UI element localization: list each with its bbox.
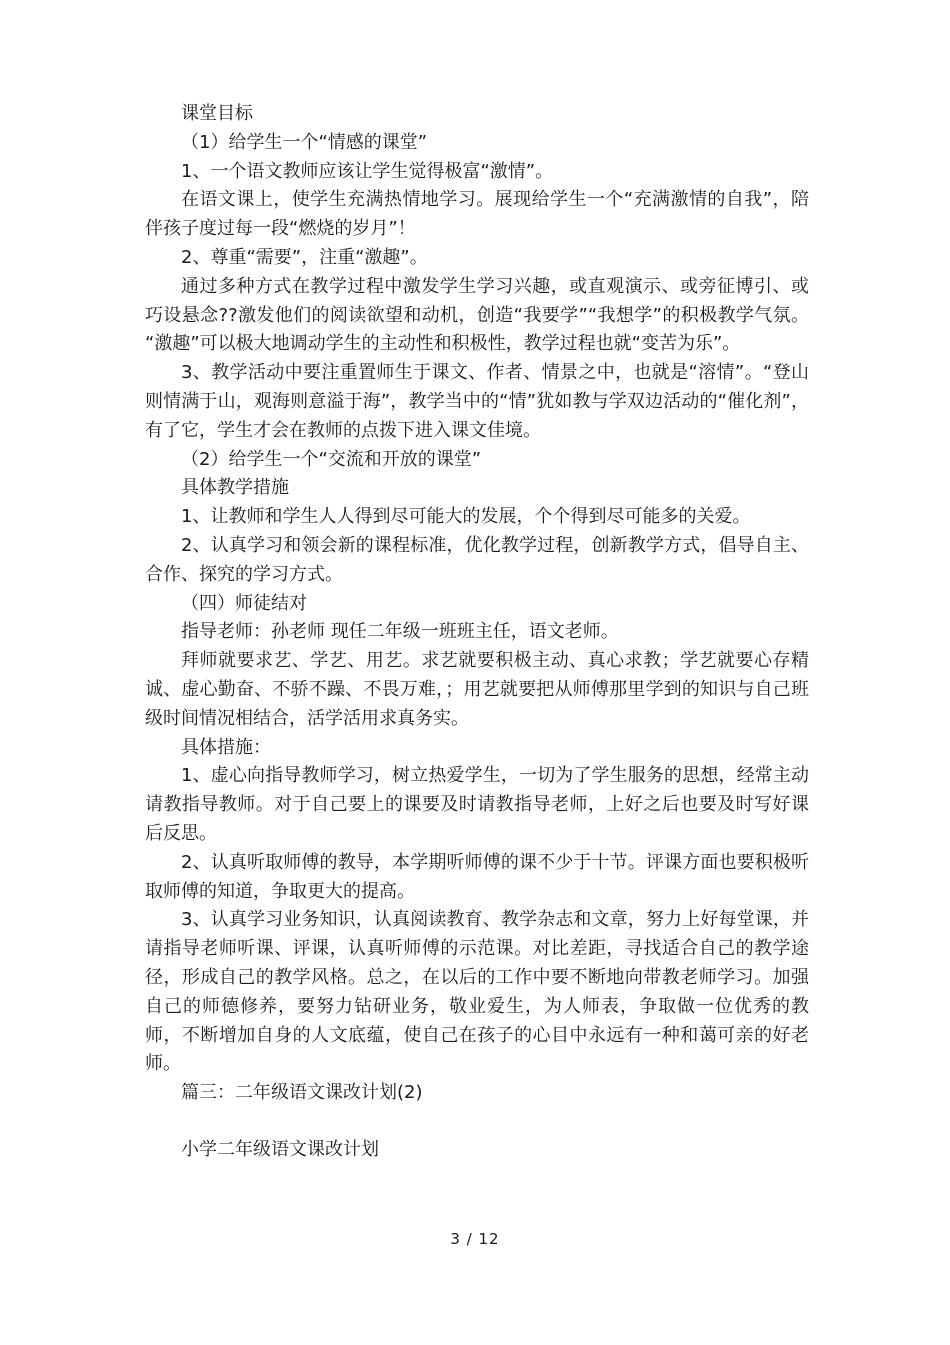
section-heading-class-goals: 课堂目标 xyxy=(181,103,253,124)
paragraph-mentor-teacher: 指导老师：孙老师 现任二年级一班班主任，语文老师。 xyxy=(181,621,619,643)
page-number: 3 / 12 xyxy=(450,1230,500,1248)
heading-teaching-measures: 具体教学措施 xyxy=(181,477,289,499)
document-title-curriculum-plan: 小学二年级语文课改计划 xyxy=(181,1138,379,1160)
specific-measure-2: 2、认真听取师傅的教导，本学期听师傅的课不少于十节。评课方面也要积极听取师傅的知道，争取更大的提高。 xyxy=(145,851,809,902)
measure-item-1: 1、让教师和学生人人得到尽可能大的发展，个个得到尽可能多的关爱。 xyxy=(181,506,751,528)
measure-item-2: 2、认真学习和领会新的课程标准，优化教学过程，创新教学方式，倡导自主、合作、探究的学习方式。 xyxy=(145,534,809,585)
specific-measure-3: 3、认真学习业务知识，认真阅读教育、教学杂志和文章，努力上好每堂课，并请指导老师听课、评课，认真听师傅的示范课。对比差距，寻找适合自己的教学途径，形成自己的教学风格。总之，在以后的工作中要不断地向带教老师学习。加强自己的师德修养，要努力钻研业务，敬业爱生，为人师表，争取做一位优秀的教师，不断增加自身的人文底蕴，使自己在孩子的心目中永远有一种和蔼可亲的好老师。 xyxy=(145,909,809,1075)
paragraph-interest-detail: 通过多种方式在教学过程中激发学生学习兴趣，或直观演示、或旁征博引、或巧设悬念??激发他们的阅读欲望和动机，创造“我要学”“我想学”的积极教学气氛。 “激趣”可以极大地调动学生的主动性和积极性，教学过程也就“变苦为乐”。 xyxy=(145,275,809,355)
subheading-mentorship: （四）师徒结对 xyxy=(181,592,307,614)
paragraph-mentorship-principles: 拜师就要求艺、学艺、用艺。求艺就要积极主动、真心求教；学艺就要心存精诚、虚心勤奋、不骄不躁、不畏万难，；用艺就要把从师傅那里学到的知识与自己班级时间情况相结合，活学活用求真务实。 xyxy=(145,650,809,729)
subheading-open-classroom: （2）给学生一个“交流和开放的课堂” xyxy=(181,448,482,470)
specific-measure-1: 1、虚心向指导教师学习，树立热爱学生，一切为了学生服务的思想，经常主动请教指导教师。对于自己要上的课要及时请教指导老师，上好之后也要及时写好课后反思。 xyxy=(145,765,809,844)
heading-specific-measures: 具体措施： xyxy=(181,736,271,758)
item-passion: 1、一个语文教师应该让学生觉得极富“激情”。 xyxy=(181,160,554,182)
chapter-heading-part-three: 篇三：二年级语文课改计划(2) xyxy=(181,1082,423,1104)
paragraph-passion-detail: 在语文课上，使学生充满热情地学习。展现给学生一个“充满激情的自我”，陪伴孩子度过每一段“燃烧的岁月”！ xyxy=(145,189,809,240)
item-emotion-immersion: 3、教学活动中要注重置师生于课文、作者、情景之中，也就是“溶情”。“登山则情满于山，观海则意溢于海”，教学当中的“情”犹如教与学双边活动的“催化剂”，有了它，学生才会在教师的点拨下进入课文佳境。 xyxy=(145,362,809,441)
document-body xyxy=(145,100,809,1165)
subheading-emotional-classroom: （1）给学生一个“情感的课堂” xyxy=(181,131,428,153)
item-respect-needs: 2、尊重“需要”，注重“激趣”。 xyxy=(181,246,428,268)
